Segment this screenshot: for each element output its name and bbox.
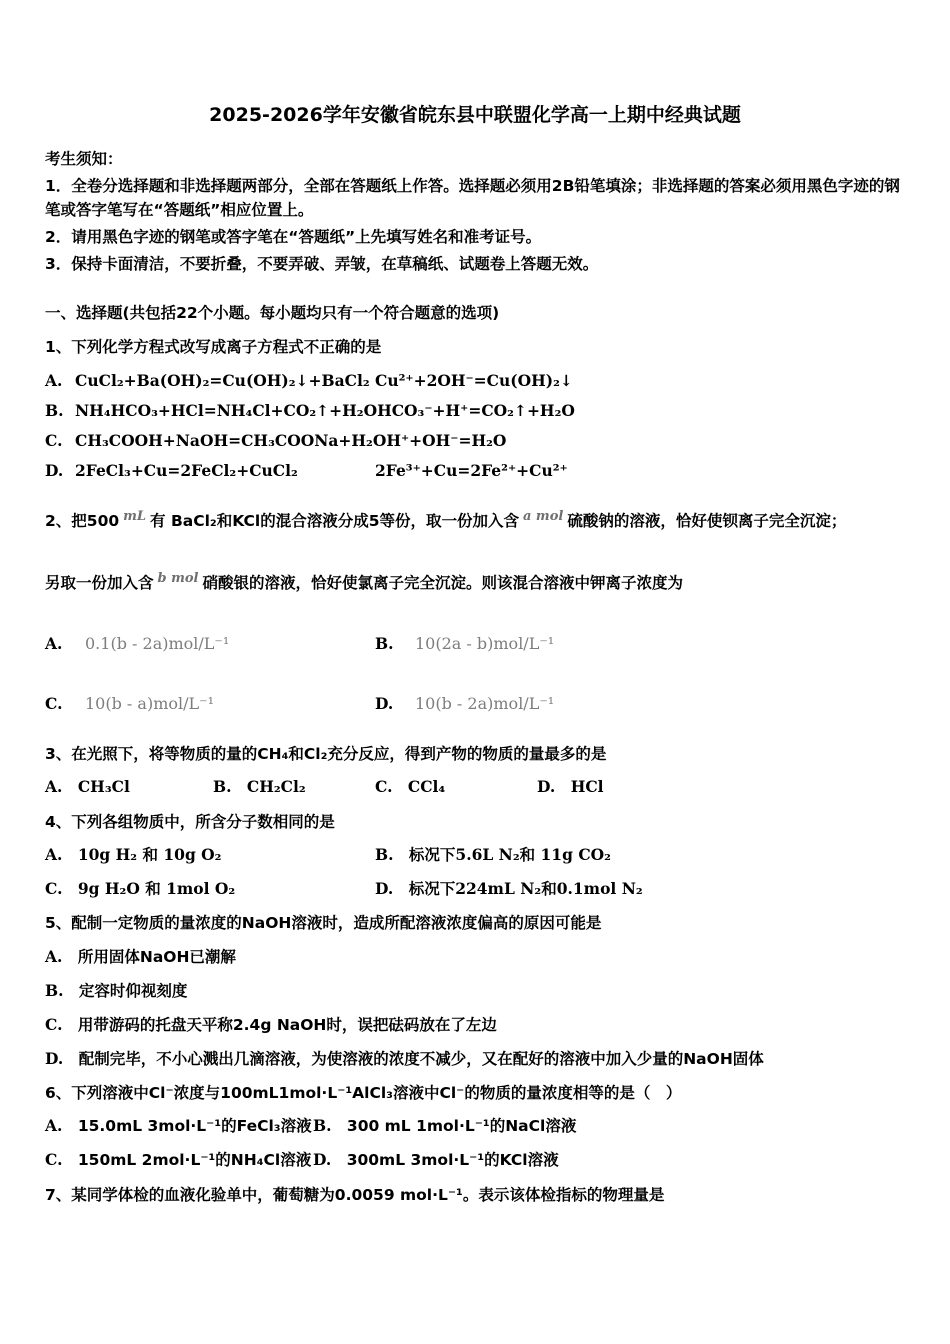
notice-section [45, 147, 905, 276]
q3-option-c-text: CCl₄ [407, 777, 446, 797]
q1-option-c-equation: CH₃COOH+NaOH=CH₃COONa+H₂O [75, 431, 387, 451]
q5-option-c [45, 1013, 905, 1038]
q6-option-c [45, 1148, 313, 1173]
q3-stem: 3、在光照下，将等物质的量的CH₄和Cl₂充分反应，得到产物的物质的量最多的是 [45, 745, 607, 764]
q5-option-c-label: C. [45, 1014, 63, 1034]
q5-option-d-text: 配制完毕，不小心溅出几滴溶液，为使溶液的浓度不减少，又在配好的溶液中加入少量的NaOH固体 [78, 1049, 764, 1068]
notice-item-2: 2．请用黑色字迹的钢笔或答字笔在“答题纸”上先填写姓名和准考证号。 [45, 228, 542, 247]
q1-option-b [45, 401, 905, 420]
question-4 [45, 810, 905, 901]
q3-option-a [45, 775, 213, 800]
q1-option-a-ionic-equation: Cu²⁺+2OH⁻=Cu(OH)₂↓ [375, 371, 573, 391]
question-2 [45, 506, 905, 716]
q5-option-b-text: 定容时仰视刻度 [78, 981, 188, 1000]
q2-amount-b-mol: b mol [157, 571, 199, 587]
question-5 [45, 911, 905, 1071]
q3-option-b [213, 775, 375, 800]
q3-option-a-label: A. [45, 777, 63, 797]
q2-option-c-label: C. [45, 693, 63, 713]
q1-option-b-equation: NH₄HCO₃+HCl=NH₄Cl+CO₂↑+H₂O [75, 401, 378, 421]
notice-item-3: 3．保持卡面清洁，不要折叠，不要弄破、弄皱，在草稿纸、试题卷上答题无效。 [45, 255, 599, 274]
question-3 [45, 742, 905, 800]
q4-option-a-label: A. [45, 844, 63, 864]
q6-option-b-label: B. [313, 1116, 332, 1136]
q1-option-b-label: B. [45, 401, 64, 421]
q4-option-b-text: 标况下5.6L N₂和 11g CO₂ [408, 844, 611, 864]
q1-option-a [45, 371, 905, 390]
q1-option-c-label: C. [45, 431, 63, 451]
q1-option-b-ionic-equation: HCO₃⁻+H⁺=CO₂↑+H₂O [377, 401, 575, 421]
notice-heading: 考生须知： [45, 150, 123, 168]
q1-option-d [45, 461, 905, 480]
q2-option-a-label: A. [45, 633, 63, 653]
q6-option-c-label: C. [45, 1149, 63, 1169]
q5-option-a-text: 所用固体NaOH已潮解 [77, 948, 236, 967]
q1-option-a-label: A. [45, 371, 63, 391]
q3-option-d [537, 775, 905, 800]
q6-option-b [313, 1114, 905, 1139]
q3-option-a-text: CH₃Cl [77, 777, 130, 797]
q2-option-d-label: D. [375, 693, 394, 713]
q2-option-c [45, 691, 375, 717]
q1-option-d-equation: 2FeCl₃+Cu=2FeCl₂+CuCl₂ [75, 461, 298, 481]
q4-option-d [375, 877, 905, 902]
q4-option-b-label: B. [375, 844, 394, 864]
q3-option-c-label: C. [375, 777, 393, 797]
q4-options [45, 843, 905, 902]
q4-option-c [45, 877, 375, 902]
q3-option-b-text: CH₂Cl₂ [246, 777, 306, 797]
q2-option-b [375, 631, 905, 657]
q7-stem: 7、某同学体检的血液化验单中，葡萄糖为0.0059 mol·L⁻¹。表示该体检指标的物理量是 [45, 1185, 665, 1204]
q3-options [45, 775, 905, 800]
q2-option-a-formula: 0.1(b - 2a)mol/L⁻¹ [85, 633, 230, 653]
notice-item-1: 1．全卷分选择题和非选择题两部分，全部在答题纸上作答。选择题必须用2B铅笔填涂；非选择题的答案必须用黑色字迹的钢笔或答字笔写在“答题纸”相应位置上。 [45, 177, 900, 220]
q4-option-c-label: C. [45, 878, 63, 898]
q1-option-a-equation: CuCl₂+Ba(OH)₂=Cu(OH)₂↓+BaCl₂ [75, 371, 370, 391]
question-1 [45, 335, 905, 480]
page-title: 2025-2026学年安徽省皖东县中联盟化学高一上期中经典试题 [209, 104, 741, 126]
q5-option-a [45, 945, 905, 970]
q2-stem-line-2 [45, 568, 905, 596]
q6-options [45, 1114, 905, 1173]
q2-option-b-label: B. [375, 633, 394, 653]
q5-stem: 5、配制一定物质的量浓度的NaOH溶液时，造成所配溶液浓度偏高的原因可能是 [45, 914, 602, 933]
q5-option-b [45, 979, 905, 1004]
q4-option-a-text: 10g H₂ 和 10g O₂ [77, 844, 222, 864]
q6-option-d [313, 1148, 905, 1173]
q2-options [45, 631, 905, 717]
q2-option-c-formula: 10(b - a)mol/L⁻¹ [85, 693, 214, 713]
section-heading: 一、选择题(共包括22个小题。每小题均只有一个符合题意的选项) [45, 304, 500, 323]
q1-option-d-ionic-equation: 2Fe³⁺+Cu=2Fe²⁺+Cu²⁺ [375, 461, 568, 481]
q2-option-b-formula: 10(2a - b)mol/L⁻¹ [415, 633, 555, 653]
q6-option-a-label: A. [45, 1116, 63, 1136]
q2-stem-text-2: 有 BaCl₂和KCl的混合溶液分成5等份，取一份加入含 [150, 512, 519, 531]
q6-option-d-label: D. [313, 1149, 332, 1169]
q6-stem: 6、下列溶液中Cl⁻浓度与100mL1mol·L⁻¹AlCl₃溶液中Cl⁻的物质的量浓度相等的是（ ） [45, 1084, 682, 1103]
q2-option-d-formula: 10(b - 2a)mol/L⁻¹ [415, 693, 555, 713]
q3-option-d-text: HCl [570, 777, 604, 797]
q4-stem: 4、下列各组物质中，所含分子数相同的是 [45, 813, 335, 831]
q4-option-c-text: 9g H₂O 和 1mol O₂ [77, 878, 236, 898]
q6-option-d-text: 300mL 3mol·L⁻¹的KCl溶液 [346, 1150, 559, 1169]
q1-option-c [45, 431, 905, 450]
q3-option-c [375, 775, 537, 800]
q2-option-d [375, 691, 905, 717]
q2-amount-a-mol: a mol [522, 509, 564, 525]
q4-option-b [375, 843, 905, 868]
q6-option-c-text: 150mL 2mol·L⁻¹的NH₄Cl溶液 [77, 1150, 312, 1169]
q5-option-a-label: A. [45, 947, 63, 967]
q5-option-d [45, 1047, 905, 1072]
q6-option-a [45, 1114, 313, 1139]
q6-option-a-text: 15.0mL 3mol·L⁻¹的FeCl₃溶液 [77, 1117, 312, 1136]
q1-option-c-ionic-equation: H⁺+OH⁻=H₂O [386, 431, 507, 451]
q2-stem-text-4: 另取一份加入含 [45, 574, 154, 593]
q2-stem-line-1 [45, 506, 905, 534]
q1-option-d-label: D. [45, 461, 64, 481]
q2-stem-text-5: 硝酸银的溶液，恰好使氯离子完全沉淀。则该混合溶液中钾离子浓度为 [202, 574, 684, 593]
q2-unit-ml: mL [123, 509, 147, 525]
q2-stem-text-1: 2、把500 [45, 512, 120, 531]
q3-option-b-label: B. [213, 777, 232, 797]
question-6 [45, 1081, 905, 1172]
q2-option-a [45, 631, 375, 657]
q1-stem: 1、下列化学方程式改写成离子方程式不正确的是 [45, 338, 382, 357]
question-7 [45, 1183, 905, 1208]
q6-option-b-text: 300 mL 1mol·L⁻¹的NaCl溶液 [346, 1117, 577, 1136]
q5-option-d-label: D. [45, 1048, 64, 1068]
q5-option-b-label: B. [45, 980, 64, 1000]
q4-option-d-text: 标况下224mL N₂和0.1mol N₂ [408, 878, 643, 898]
q4-option-a [45, 843, 375, 868]
q4-option-d-label: D. [375, 878, 394, 898]
q3-option-d-label: D. [537, 777, 556, 797]
q5-option-c-text: 用带游码的托盘天平称2.4g NaOH时，误把砝码放在了左边 [77, 1015, 497, 1034]
q2-stem-text-3: 硫酸钠的溶液，恰好使钡离子完全沉淀； [567, 512, 847, 531]
